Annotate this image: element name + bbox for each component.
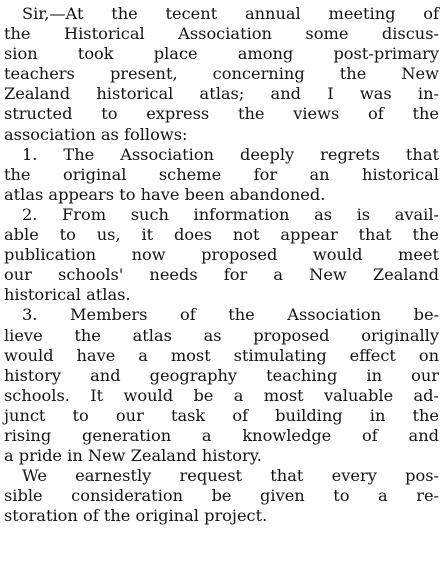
text-line: 1. The Association deeply regrets that [22, 144, 439, 164]
text-line: the Historical Association some discus- [4, 24, 439, 44]
text-line: teachers present, concerning the New [4, 64, 439, 84]
text-line: would have a most stimulating effect on [4, 345, 439, 365]
text-line: publication now proposed would meet [4, 245, 439, 265]
text-line: junct to our task of building in the [4, 405, 439, 425]
text-line: sible consideration be given to a re- [4, 486, 439, 506]
text-line: We earnestly request that every pos- [22, 466, 439, 486]
text-line: association as follows: [4, 124, 188, 144]
text-line: Zealand historical atlas; and I was in- [4, 84, 439, 104]
text-line: rising generation a knowledge of and [4, 425, 439, 445]
text-line: sion took place among post-primary [4, 44, 439, 64]
text-line: storation of the original project. [4, 506, 268, 526]
text-line: history and geography teaching in our [4, 365, 439, 385]
text-line: structed to express the views of the [4, 104, 439, 124]
text-line: a pride in New Zealand history. [4, 446, 262, 466]
text-line: Sir,—At the tecent annual meeting of [22, 4, 439, 23]
text-line: atlas appears to have been abandoned. [4, 184, 326, 204]
text-line: lieve the atlas as proposed originally [4, 325, 439, 345]
text-line: able to us, it does not appear that the [4, 225, 439, 245]
text-line: our schools' needs for a New Zealand [4, 265, 439, 285]
text-line: schools. It would be a most valuable ad- [4, 385, 439, 405]
text-line: 2. From such information as is avail- [22, 204, 439, 224]
text-line: 3. Members of the Association be- [22, 305, 439, 325]
text-line: the original scheme for an historical [4, 164, 439, 184]
text-line: historical atlas. [4, 285, 131, 305]
letter-body [0, 4, 443, 526]
